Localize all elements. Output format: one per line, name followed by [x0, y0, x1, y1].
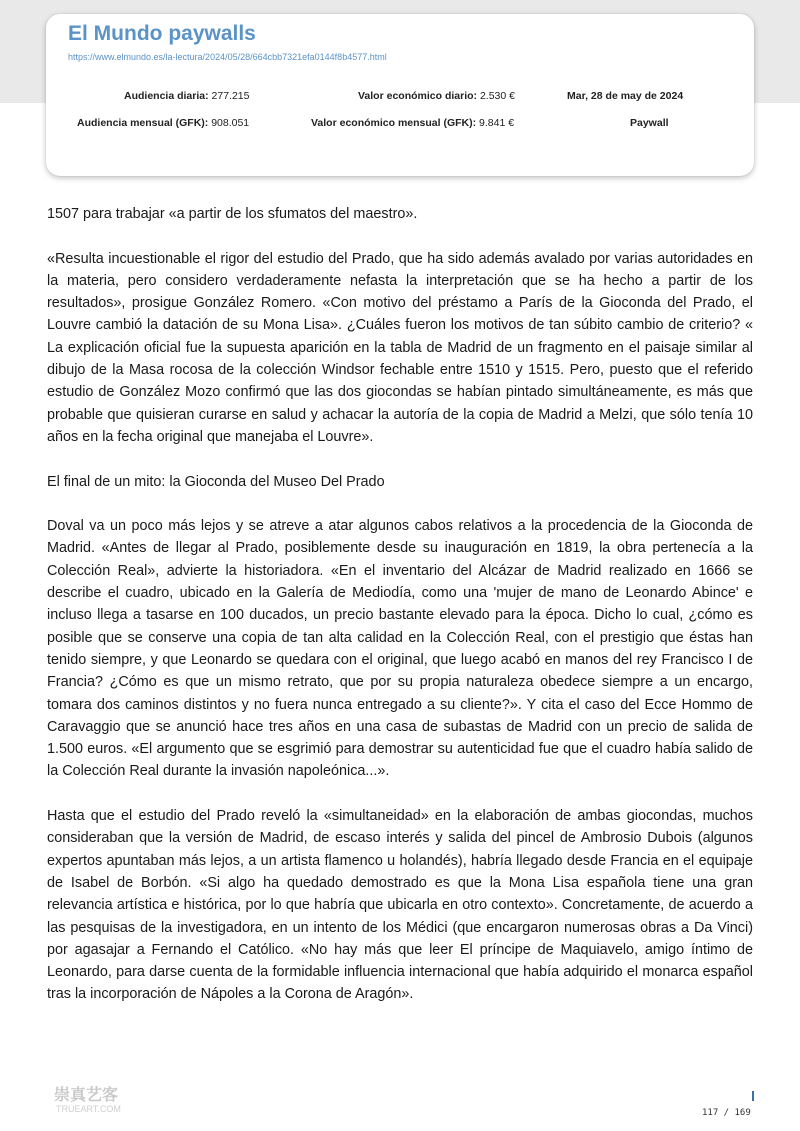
daily-value-amount: 2.530 €	[479, 90, 515, 102]
monthly-audience-value: 908.051	[211, 117, 250, 129]
paywall-info-card	[46, 14, 754, 176]
article-paragraph: Doval va un poco más lejos y se atreve a atar algunos cabos relativos a la procedencia de la Gioconda de Madrid. «Antes de llegar al Prado, posiblemente desde su inauguración en 1819, la obra pertenecía a la Colección Real», advierte la historiadora. «En el inventario del Alcázar de Madrid realizado en 1666 se describe el cuadro, ubicado en la Galería de Mediodía, como una 'mujer de mano de Leonardo Abince' e incluso llega a tasarse en 100 ducados, un precio bastante elevado para la época. Dicho lo cual, ¿cómo es posible que se conserve una copia de tan alta calidad en la Colección Real, con el prestigio que éstas han tenido siempre, y que Leonardo se quedara con el original, que luego acabó en manos del rey Francisco I de Francia? ¿Cómo es que un mismo retrato, que por su propia naturaleza obedece siempre a un encargo, tomara dos caminos distintos y no fuera nunca entregado a su cliente?». Y cita el caso del Ecce Hommo de Caravaggio que se anunció hace tres años en una casa de subastas de Madrid con un precio de salida de 1.500 euros. «El argumento que se esgrimió para demostrar su autenticidad fue que el cuadro había salido de la Colección Real durante la invasión napoleónica...».	[47, 518, 753, 780]
footer-marker	[752, 1091, 754, 1101]
article-subheading: El final de un mito: la Gioconda del Museo Del Prado	[47, 473, 385, 490]
page-number: 117 / 169	[702, 1108, 751, 1118]
monthly-audience-label: Audiencia mensual (GFK):	[77, 117, 209, 129]
daily-value	[358, 90, 515, 102]
article-url-link[interactable]: https://www.elmundo.es/la-lectura/2024/05/28/664cbb7321efa0144f8b4577.html	[68, 52, 387, 62]
watermark-logo: 崇真艺客	[54, 1087, 119, 1104]
daily-value-label: Valor económico diario:	[358, 90, 478, 102]
monthly-audience	[77, 117, 249, 129]
article-paragraph: 1507 para trabajar «a partir de los sfumatos del maestro».	[47, 206, 418, 222]
monthly-value	[311, 117, 514, 129]
access-type: Paywall	[630, 117, 669, 129]
article-paragraph: «Resulta incuestionable el rigor del estudio del Prado, que ha sido además avalado por varias autoridades en la materia, pero considero verdaderamente nefasta la interpretación que se ha hecho a partir de los resultados», prosigue González Romero. «Con motivo del préstamo a París de la Gioconda del Prado, el Louvre cambió la datación de su Mona Lisa». ¿Cuáles fueron los motivos de tan súbito cambio de criterio? « La explicación oficial fue la supuesta aparición en la tabla de Madrid de un fragmento en el paisaje similar al dibujo de la Masa rocosa de la colección Windsor fechable entre 1510 y 1515. Pero, puesto que el referido estudio de González Mozo confirmó que las dos giocondas se habían pintado simultáneamente, es más que probable que quisieran curarse en salud y achacar la autoría de la copia de Madrid a Melzi, que sólo tenía 10 años en la fecha original que manejaba el Louvre».	[47, 250, 753, 445]
monthly-value-amount: 9.841 €	[479, 117, 515, 129]
article-paragraph: Hasta que el estudio del Prado reveló la «simultaneidad» en la elaboración de ambas giocondas, muchos consideraban que la versión de Madrid, de escaso interés y salida del pincel de Ambrosio Dubois (algunos expertos apuntaban más lejos, a un artista flamenco u holandés), habría llegado desde Francia en el equipaje de Isabel de Borbón. «Si algo ha quedado demostrado es que la Mona Lisa española tiene una gran relevancia artística e histórica, por lo que habría que ubicarla en otro contexto». Concretamente, de acuerdo a las pesquisas de la investigadora, en un intento de los Médici (que encargaron numerosas obras a Da Vinci) por agasajar a Fernando el Católico. «No hay más que leer El príncipe de Maquiavelo, amigo íntimo de Leonardo, para darse cuenta de la formidable influencia internacional que había adquirido el monarca español tras la incorporación de Nápoles a la Corona de Aragón».	[47, 808, 753, 1003]
article-body	[47, 203, 753, 1028]
daily-audience	[124, 90, 250, 102]
publication-date: Mar, 28 de may de 2024	[567, 90, 684, 102]
monthly-value-label: Valor económico mensual (GFK):	[311, 117, 477, 129]
daily-audience-label: Audiencia diaria:	[124, 90, 209, 102]
daily-audience-value: 277.215	[211, 90, 250, 102]
card-title: El Mundo paywalls	[68, 22, 256, 45]
watermark-subtitle: TRUEART.COM	[56, 1104, 121, 1114]
